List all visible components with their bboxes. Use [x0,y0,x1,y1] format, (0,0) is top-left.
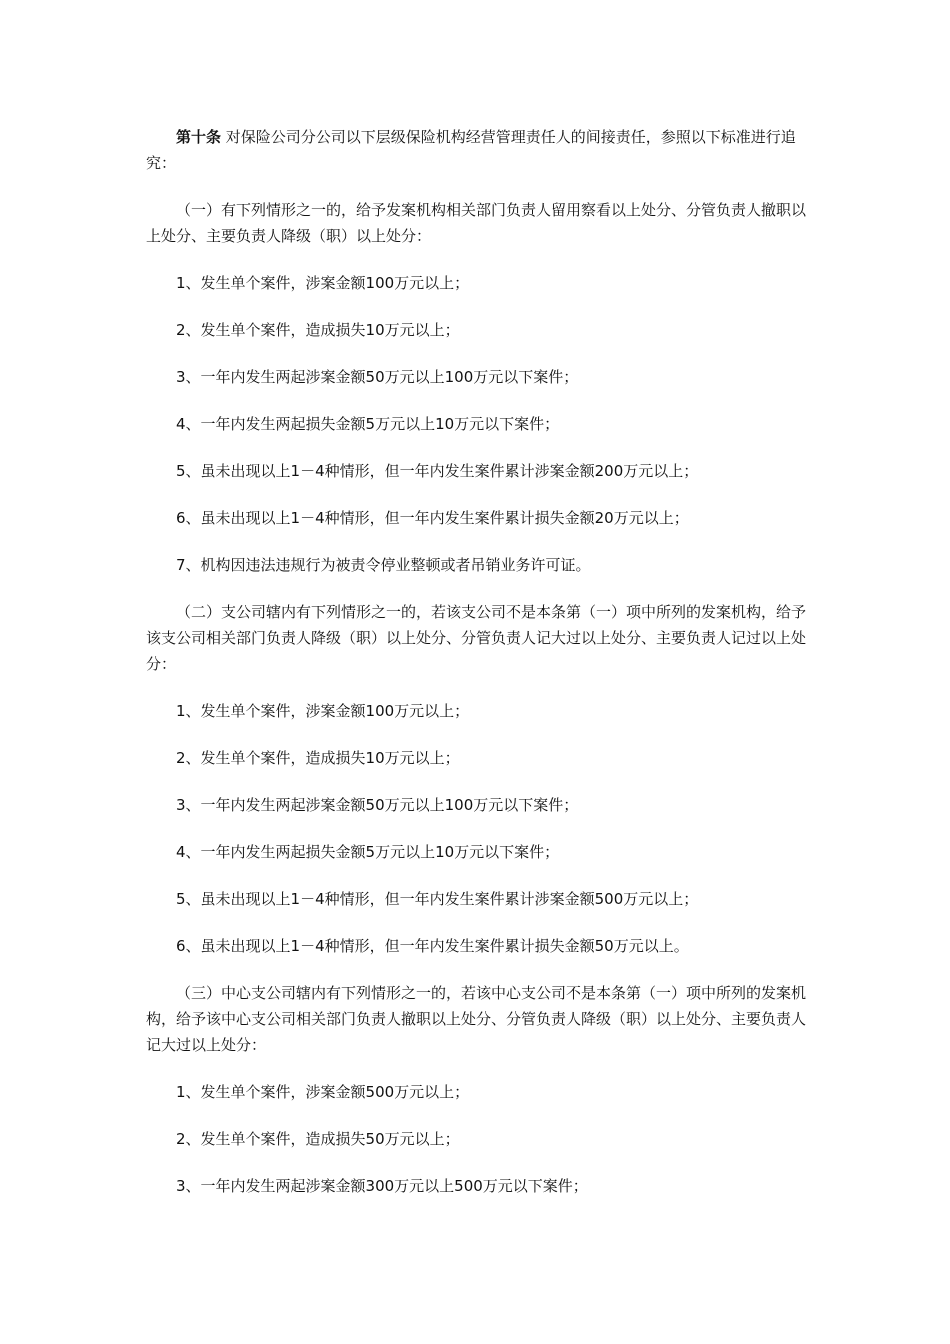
list-item: 6、虽未出现以上1－4种情形，但一年内发生案件累计损失金额50万元以上。 [176,937,689,955]
section-heading: （一）有下列情形之一的，给予发案机构相关部门负责人留用察看以上处分、分管负责人撤职以上处分、主要负责人降级（职）以上处分： [146,201,807,245]
section-heading: （三）中心支公司辖内有下列情形之一的，若该中心支公司不是本条第（一）项中所列的发案机构，给予该中心支公司相关部门负责人撤职以上处分、分管负责人降级（职）以上处分、主要负责人记大过以上处分： [146,984,807,1054]
section-heading: （二）支公司辖内有下列情形之一的，若该支公司不是本条第（一）项中所列的发案机构，给予该支公司相关部门负责人降级（职）以上处分、分管负责人记大过以上处分、主要负责人记过以上处分： [146,603,807,673]
list-item: 6、虽未出现以上1－4种情形，但一年内发生案件累计损失金额20万元以上； [176,509,689,527]
list-item: 7、机构因违法违规行为被责令停业整顿或者吊销业务许可证。 [176,556,591,574]
article-text: 对保险公司分公司以下层级保险机构经营管理责任人的间接责任，参照以下标准进行追究： [146,128,796,172]
list-item: 5、虽未出现以上1－4种情形，但一年内发生案件累计涉案金额500万元以上； [176,890,699,908]
list-item: 1、发生单个案件，涉案金额100万元以上； [176,702,470,720]
list-item: 4、一年内发生两起损失金额5万元以上10万元以下案件； [176,415,560,433]
list-item: 3、一年内发生两起涉案金额300万元以上500万元以下案件； [176,1177,588,1195]
list-item: 2、发生单个案件，造成损失10万元以上； [176,321,460,339]
list-item: 2、发生单个案件，造成损失50万元以上； [176,1130,460,1148]
article-paragraph [146,124,814,176]
list-item: 4、一年内发生两起损失金额5万元以上10万元以下案件； [176,843,560,861]
article-label: 第十条 [176,128,222,146]
document-page [146,124,814,1199]
list-item: 3、一年内发生两起涉案金额50万元以上100万元以下案件； [176,368,579,386]
list-item: 1、发生单个案件，涉案金额500万元以上； [176,1083,470,1101]
list-item: 5、虽未出现以上1－4种情形，但一年内发生案件累计涉案金额200万元以上； [176,462,699,480]
list-item: 1、发生单个案件，涉案金额100万元以上； [176,274,470,292]
list-item: 3、一年内发生两起涉案金额50万元以上100万元以下案件； [176,796,579,814]
list-item: 2、发生单个案件，造成损失10万元以上； [176,749,460,767]
